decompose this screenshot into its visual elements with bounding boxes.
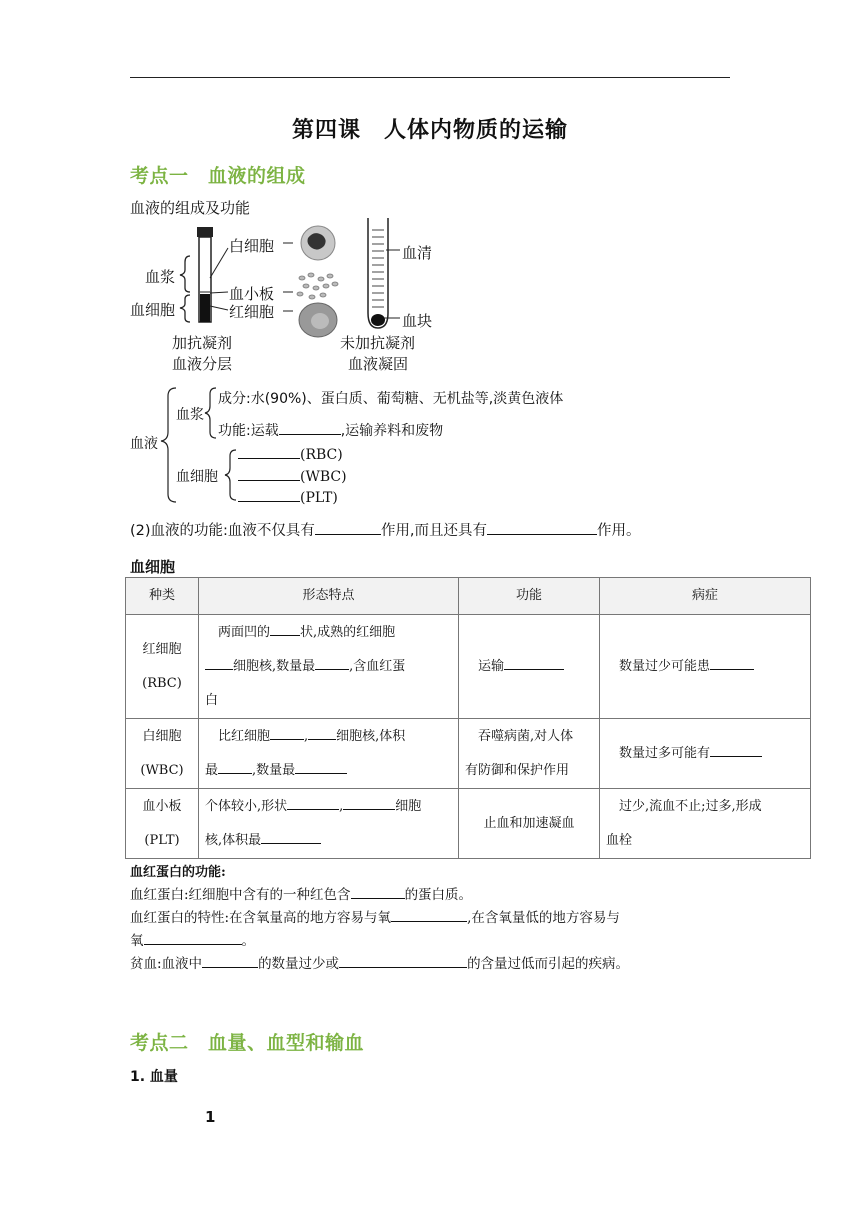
plasma-function-suffix: ,运输养料和废物 — [340, 423, 444, 439]
wbc-morphology — [199, 719, 459, 789]
caption-left-2: 血液分层 — [172, 355, 233, 373]
hemoglobin-line-1 — [130, 883, 472, 903]
plt-shape-blank[interactable] — [287, 795, 339, 810]
rbc-func: 运输 — [478, 658, 505, 674]
rbc-count-blank[interactable] — [315, 655, 349, 670]
table-title: 血细胞 — [130, 558, 176, 576]
rbc-m5: 白 — [205, 692, 219, 708]
rbc-m1: 两面凹的 — [218, 624, 271, 640]
page-title: 第四课 人体内物质的运输 — [291, 118, 568, 143]
right-tube — [368, 218, 388, 328]
wbc-blank[interactable] — [238, 466, 300, 481]
blood-figure — [128, 218, 468, 378]
wbc-disease-text: 数量过多可能有 — [619, 745, 711, 761]
rbc-blank[interactable] — [238, 444, 300, 459]
function-blank-2[interactable] — [487, 520, 597, 535]
clot-label: 血块 — [402, 312, 433, 330]
rbc-disease — [600, 615, 811, 719]
rbc-function — [459, 615, 600, 719]
rbc-morphology — [199, 615, 459, 719]
rbc-func-blank[interactable] — [504, 655, 564, 670]
wbc-func-1: 吞噬病菌,对人体 — [478, 728, 574, 744]
plasma-function — [218, 420, 443, 440]
rbc-abbr-cell: (RBC) — [142, 675, 182, 691]
blood-cell-table — [125, 577, 811, 859]
rbc-row — [238, 444, 343, 463]
wbc-m3: 细胞核,体积 — [336, 728, 406, 744]
anemia-blank-2[interactable] — [339, 953, 467, 968]
hb-l2b: ,在含氧量低的地方容易与 — [467, 910, 620, 926]
wbc-func-2: 有防御和保护作用 — [465, 762, 570, 778]
header-function: 功能 — [459, 578, 600, 615]
caption-left-1: 加抗凝剂 — [172, 334, 233, 352]
caption-right-1: 未加抗凝剂 — [340, 334, 416, 352]
blood-function-line — [130, 519, 641, 540]
plasma-brace-2 — [205, 388, 216, 438]
table-row-plt — [126, 789, 811, 859]
rbc-center — [311, 313, 329, 329]
plt-morphology — [199, 789, 459, 859]
plt-disease-2: 血栓 — [606, 832, 633, 848]
rbc-shape-blank[interactable] — [270, 621, 300, 636]
plt-m1: 个体较小,形状 — [205, 798, 288, 814]
rbc-m3: 细胞核,数量最 — [233, 658, 316, 674]
serum-lines — [372, 230, 384, 307]
hb-l3a: 氧 — [130, 933, 144, 949]
wbc-disease — [600, 719, 811, 789]
caption-right-2: 血液凝固 — [348, 355, 409, 373]
hb-combine-blank[interactable] — [391, 907, 467, 922]
plt-disease-1: 过少,流血不止;过多,形成 — [619, 798, 762, 814]
wbc-nucleus-blank[interactable] — [308, 725, 336, 740]
hb-l1a: 血红蛋白:红细胞中含有的一种红色含 — [130, 887, 351, 903]
platelet-label: 血小板 — [229, 285, 275, 303]
plasma-function-blank[interactable] — [279, 420, 341, 435]
plasma-term: 血浆 — [176, 407, 204, 423]
hb-l3b: 。 — [241, 933, 255, 949]
plt-disease — [600, 789, 811, 859]
table-row-wbc — [126, 719, 811, 789]
wbc-size-blank[interactable] — [270, 725, 304, 740]
serum-label: 血清 — [402, 244, 433, 262]
cells-brace — [180, 295, 190, 322]
plt-volume-blank[interactable] — [261, 829, 321, 844]
header-rule — [130, 77, 730, 78]
plt-name: 血小板 — [142, 798, 182, 814]
plasma-components: 成分:水(90%)、蛋白质、葡萄糖、无机盐等,淡黄色液体 — [218, 391, 564, 407]
hb-l2a: 血红蛋白的特性:在含氧量高的地方容易与氧 — [130, 910, 392, 926]
white-cell-leader — [210, 248, 228, 278]
blood-brace — [161, 388, 176, 502]
function-blank-1[interactable] — [315, 520, 381, 535]
plt-nucleus-blank[interactable] — [343, 795, 395, 810]
blood-cells-term: 血细胞 — [176, 469, 218, 485]
blood-cells-label: 血细胞 — [130, 301, 176, 319]
wbc-abbr-cell: (WBC) — [140, 762, 184, 778]
wbc-function — [459, 719, 600, 789]
rbc-abbr: (RBC) — [300, 447, 343, 463]
platelets-icon — [297, 273, 338, 299]
hemoglobin-line-2 — [130, 906, 620, 926]
left-tube-cap — [197, 227, 213, 237]
cells-brace-2 — [225, 450, 236, 500]
hb-separate-blank[interactable] — [144, 930, 242, 945]
wbc-m4: 最 — [205, 762, 219, 778]
wbc-m1: 比红细胞 — [218, 728, 271, 744]
plt-row — [238, 487, 338, 506]
section-2-item-1: 1. 血量 — [130, 1069, 178, 1085]
hemoglobin-title: 血红蛋白的功能: — [130, 865, 226, 880]
hemoglobin-line-3 — [130, 929, 255, 949]
plasma-function-prefix: 功能:运载 — [218, 423, 279, 439]
header-morphology: 形态特点 — [199, 578, 459, 615]
left-tube-cell-layer — [200, 294, 210, 322]
plasma-label: 血浆 — [145, 268, 176, 286]
wbc-disease-blank[interactable] — [710, 742, 762, 757]
white-cell-label: 白细胞 — [229, 237, 275, 255]
wbc-volume-blank[interactable] — [218, 759, 252, 774]
blood-label: 血液 — [130, 436, 158, 452]
anemia-a: 贫血:血液中 — [130, 956, 203, 972]
rbc-m4: ,含血红蛋 — [349, 658, 406, 674]
plasma-brace — [180, 256, 190, 292]
hb-l1b: 的蛋白质。 — [404, 887, 473, 903]
anemia-c: 的含量过低而引起的疾病。 — [467, 956, 630, 972]
rbc-name: 红细胞 — [142, 641, 182, 657]
anemia-line — [130, 952, 629, 972]
rbc-m2: 状,成熟的红细胞 — [300, 624, 396, 640]
section-1-subtitle: 血液的组成及功能 — [130, 199, 251, 217]
plt-abbr-cell: (PLT) — [144, 832, 180, 848]
wbc-name-cell — [126, 719, 199, 789]
anemia-b: 的数量过少或 — [258, 956, 340, 972]
red-cell-label: 红细胞 — [229, 303, 275, 321]
wbc-count-blank[interactable] — [295, 759, 347, 774]
rbc-disease-text: 数量过少可能患 — [619, 658, 711, 674]
header-disease: 病症 — [600, 578, 811, 615]
wbc-name: 白细胞 — [142, 728, 182, 744]
table-row-rbc — [126, 615, 811, 719]
plt-abbr: (PLT) — [300, 490, 338, 506]
header-type: 种类 — [126, 578, 199, 615]
plt-m4: 核,体积最 — [205, 832, 262, 848]
function-part-1: (2)血液的功能:血液不仅具有 — [130, 523, 315, 539]
wbc-m2: , — [304, 728, 309, 744]
plt-m3: 细胞 — [395, 798, 422, 814]
rbc-nucleus-blank[interactable] — [205, 655, 233, 670]
section-1-heading: 考点一 血液的组成 — [130, 165, 306, 187]
plt-name-cell — [126, 789, 199, 859]
plt-m2: , — [339, 798, 344, 814]
rbc-name-cell — [126, 615, 199, 719]
platelet-leader — [210, 292, 228, 293]
wbc-m5: ,数量最 — [252, 762, 296, 778]
hb-element-blank[interactable] — [351, 884, 405, 899]
blood-clot — [371, 314, 385, 326]
page-number: 1 — [205, 1108, 216, 1126]
function-part-2: 作用,而且还具有 — [380, 523, 488, 539]
blood-classification — [128, 382, 628, 508]
function-part-3: 作用。 — [597, 523, 641, 539]
plt-function: 止血和加速凝血 — [459, 789, 600, 859]
wbc-abbr: (WBC) — [300, 469, 347, 485]
table-header-row — [126, 578, 811, 615]
anemia-blank-1[interactable] — [202, 953, 258, 968]
plt-blank[interactable] — [238, 487, 300, 502]
red-cell-leader — [210, 306, 228, 310]
wbc-row — [238, 466, 347, 485]
rbc-disease-blank[interactable] — [710, 655, 754, 670]
section-2-heading: 考点二 血量、血型和输血 — [130, 1032, 365, 1054]
